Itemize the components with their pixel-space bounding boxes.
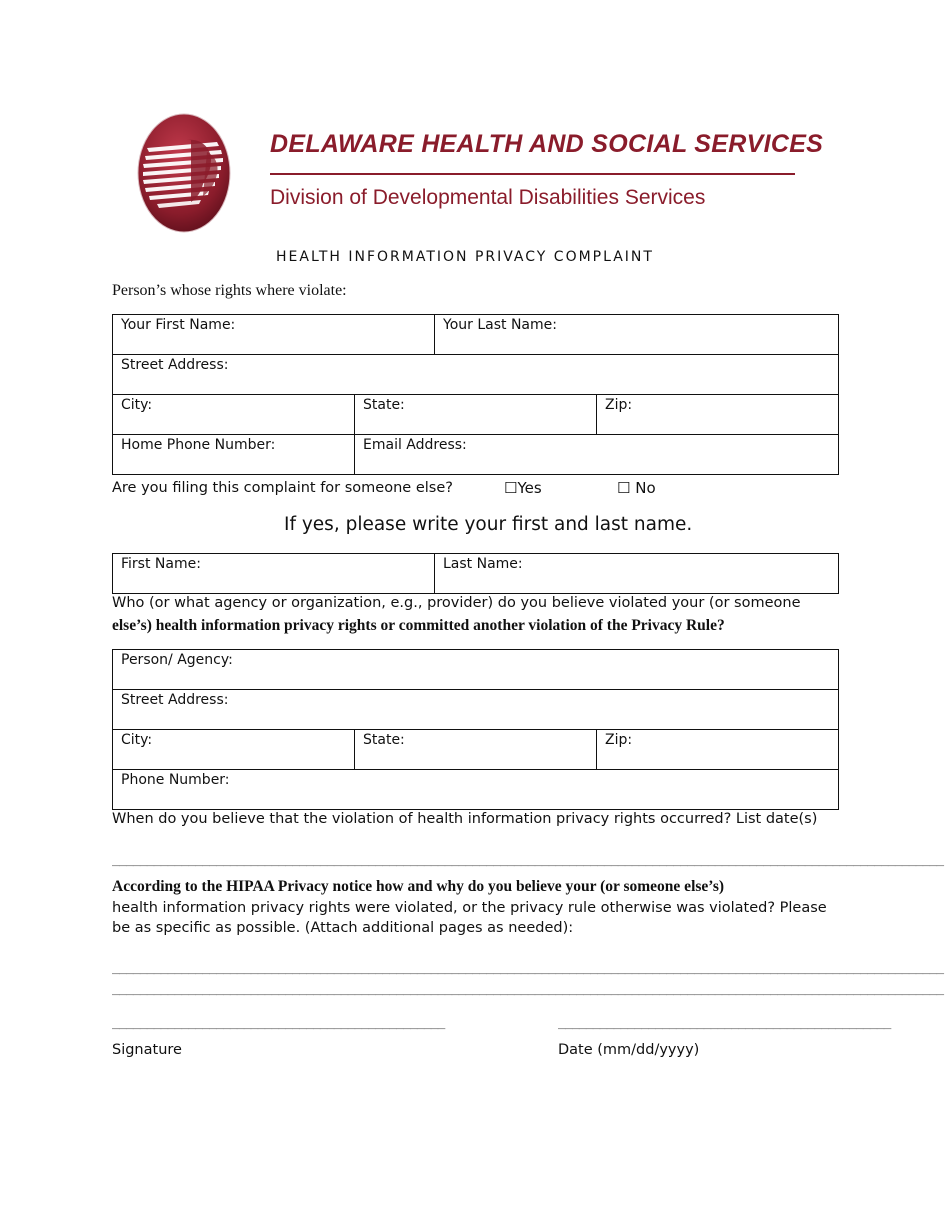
violator-phone-label: Phone Number: — [121, 772, 230, 788]
person-agency-label: Person/ Agency: — [121, 652, 233, 668]
signature-label: Signature — [112, 1042, 182, 1058]
first-name-field[interactable] — [113, 315, 435, 354]
street-address-field[interactable] — [113, 355, 840, 394]
city-label: City: — [121, 397, 153, 413]
how-question-line1: According to the HIPAA Privacy notice how and why do you believe your (or someone else’s) — [112, 878, 725, 895]
last-name-field[interactable] — [435, 315, 840, 354]
header-divider — [270, 173, 795, 175]
form-title: HEALTH INFORMATION PRIVACY COMPLAINT — [276, 249, 654, 265]
zip-label: Zip: — [605, 397, 633, 413]
violator-zip-label: Zip: — [605, 732, 633, 748]
state-label: State: — [363, 397, 405, 413]
filer-name-grid — [112, 553, 839, 594]
no-option[interactable] — [617, 479, 656, 497]
city-field[interactable] — [113, 395, 355, 434]
violator-city-field[interactable] — [113, 730, 355, 769]
complainant-info-grid — [112, 314, 839, 475]
street-address-label: Street Address: — [121, 357, 229, 373]
violator-street-label: Street Address: — [121, 692, 229, 708]
zip-field[interactable] — [597, 395, 840, 434]
violator-info-grid — [112, 649, 839, 810]
first-name-label: Your First Name: — [121, 317, 236, 333]
section2-heading: If yes, please write your first and last name. — [284, 514, 693, 535]
violator-city-label: City: — [121, 732, 153, 748]
violator-state-field[interactable] — [355, 730, 597, 769]
who-question-line1: Who (or what agency or organization, e.g., provider) do you believe violated your (or someone — [112, 595, 801, 611]
last-name-label: Your Last Name: — [443, 317, 557, 333]
email-field[interactable] — [355, 435, 840, 475]
who-question-line2: else’s) health information privacy rights or committed another violation of the Privacy Rule? — [112, 617, 725, 634]
yes-label: Yes — [517, 479, 542, 497]
home-phone-field[interactable] — [113, 435, 355, 475]
logo-emblem-icon — [137, 112, 233, 234]
date-line[interactable]: ________________________________________________ — [558, 1015, 891, 1030]
signature-line[interactable]: ________________________________________________ — [112, 1015, 445, 1030]
violator-street-field[interactable] — [113, 690, 840, 729]
agency-name: DELAWARE HEALTH AND SOCIAL SERVICES — [270, 130, 824, 158]
yes-option[interactable] — [504, 479, 542, 497]
filing-question: Are you filing this complaint for someone else? — [112, 480, 453, 496]
filer-first-name-field[interactable] — [113, 554, 435, 594]
violator-state-label: State: — [363, 732, 405, 748]
how-question-line2: health information privacy rights were violated, or the privacy rule otherwise was violated? Please — [112, 900, 827, 916]
yes-checkbox-icon[interactable]: ☐ — [504, 479, 518, 497]
home-phone-label: Home Phone Number: — [121, 437, 276, 453]
no-label: No — [635, 479, 656, 497]
no-checkbox-icon[interactable]: ☐ — [617, 479, 631, 497]
how-question-line3: be as specific as possible. (Attach additional pages as needed): — [112, 920, 574, 936]
when-question: When do you believe that the violation of health information privacy rights occurred? List date(s) — [112, 811, 818, 827]
filer-first-name-label: First Name: — [121, 556, 201, 572]
state-field[interactable] — [355, 395, 597, 434]
date-answer-line[interactable]: ________________________________________________________________________________________________________________________ — [112, 852, 944, 867]
division-name: Division of Developmental Disabilities Services — [270, 186, 706, 209]
violator-zip-field[interactable] — [597, 730, 840, 769]
agency-logo — [137, 112, 233, 234]
description-answer-line-1[interactable]: ________________________________________________________________________________________________________________________ — [112, 960, 944, 975]
filer-last-name-field[interactable] — [435, 554, 840, 594]
email-label: Email Address: — [363, 437, 467, 453]
date-label: Date (mm/dd/yyyy) — [558, 1042, 700, 1058]
person-agency-field[interactable] — [113, 650, 840, 689]
violator-phone-field[interactable] — [113, 770, 840, 810]
filer-last-name-label: Last Name: — [443, 556, 523, 572]
section1-intro: Person’s whose rights where violate: — [112, 282, 347, 299]
description-answer-line-2[interactable]: ________________________________________________________________________________________________________________________ — [112, 981, 944, 996]
